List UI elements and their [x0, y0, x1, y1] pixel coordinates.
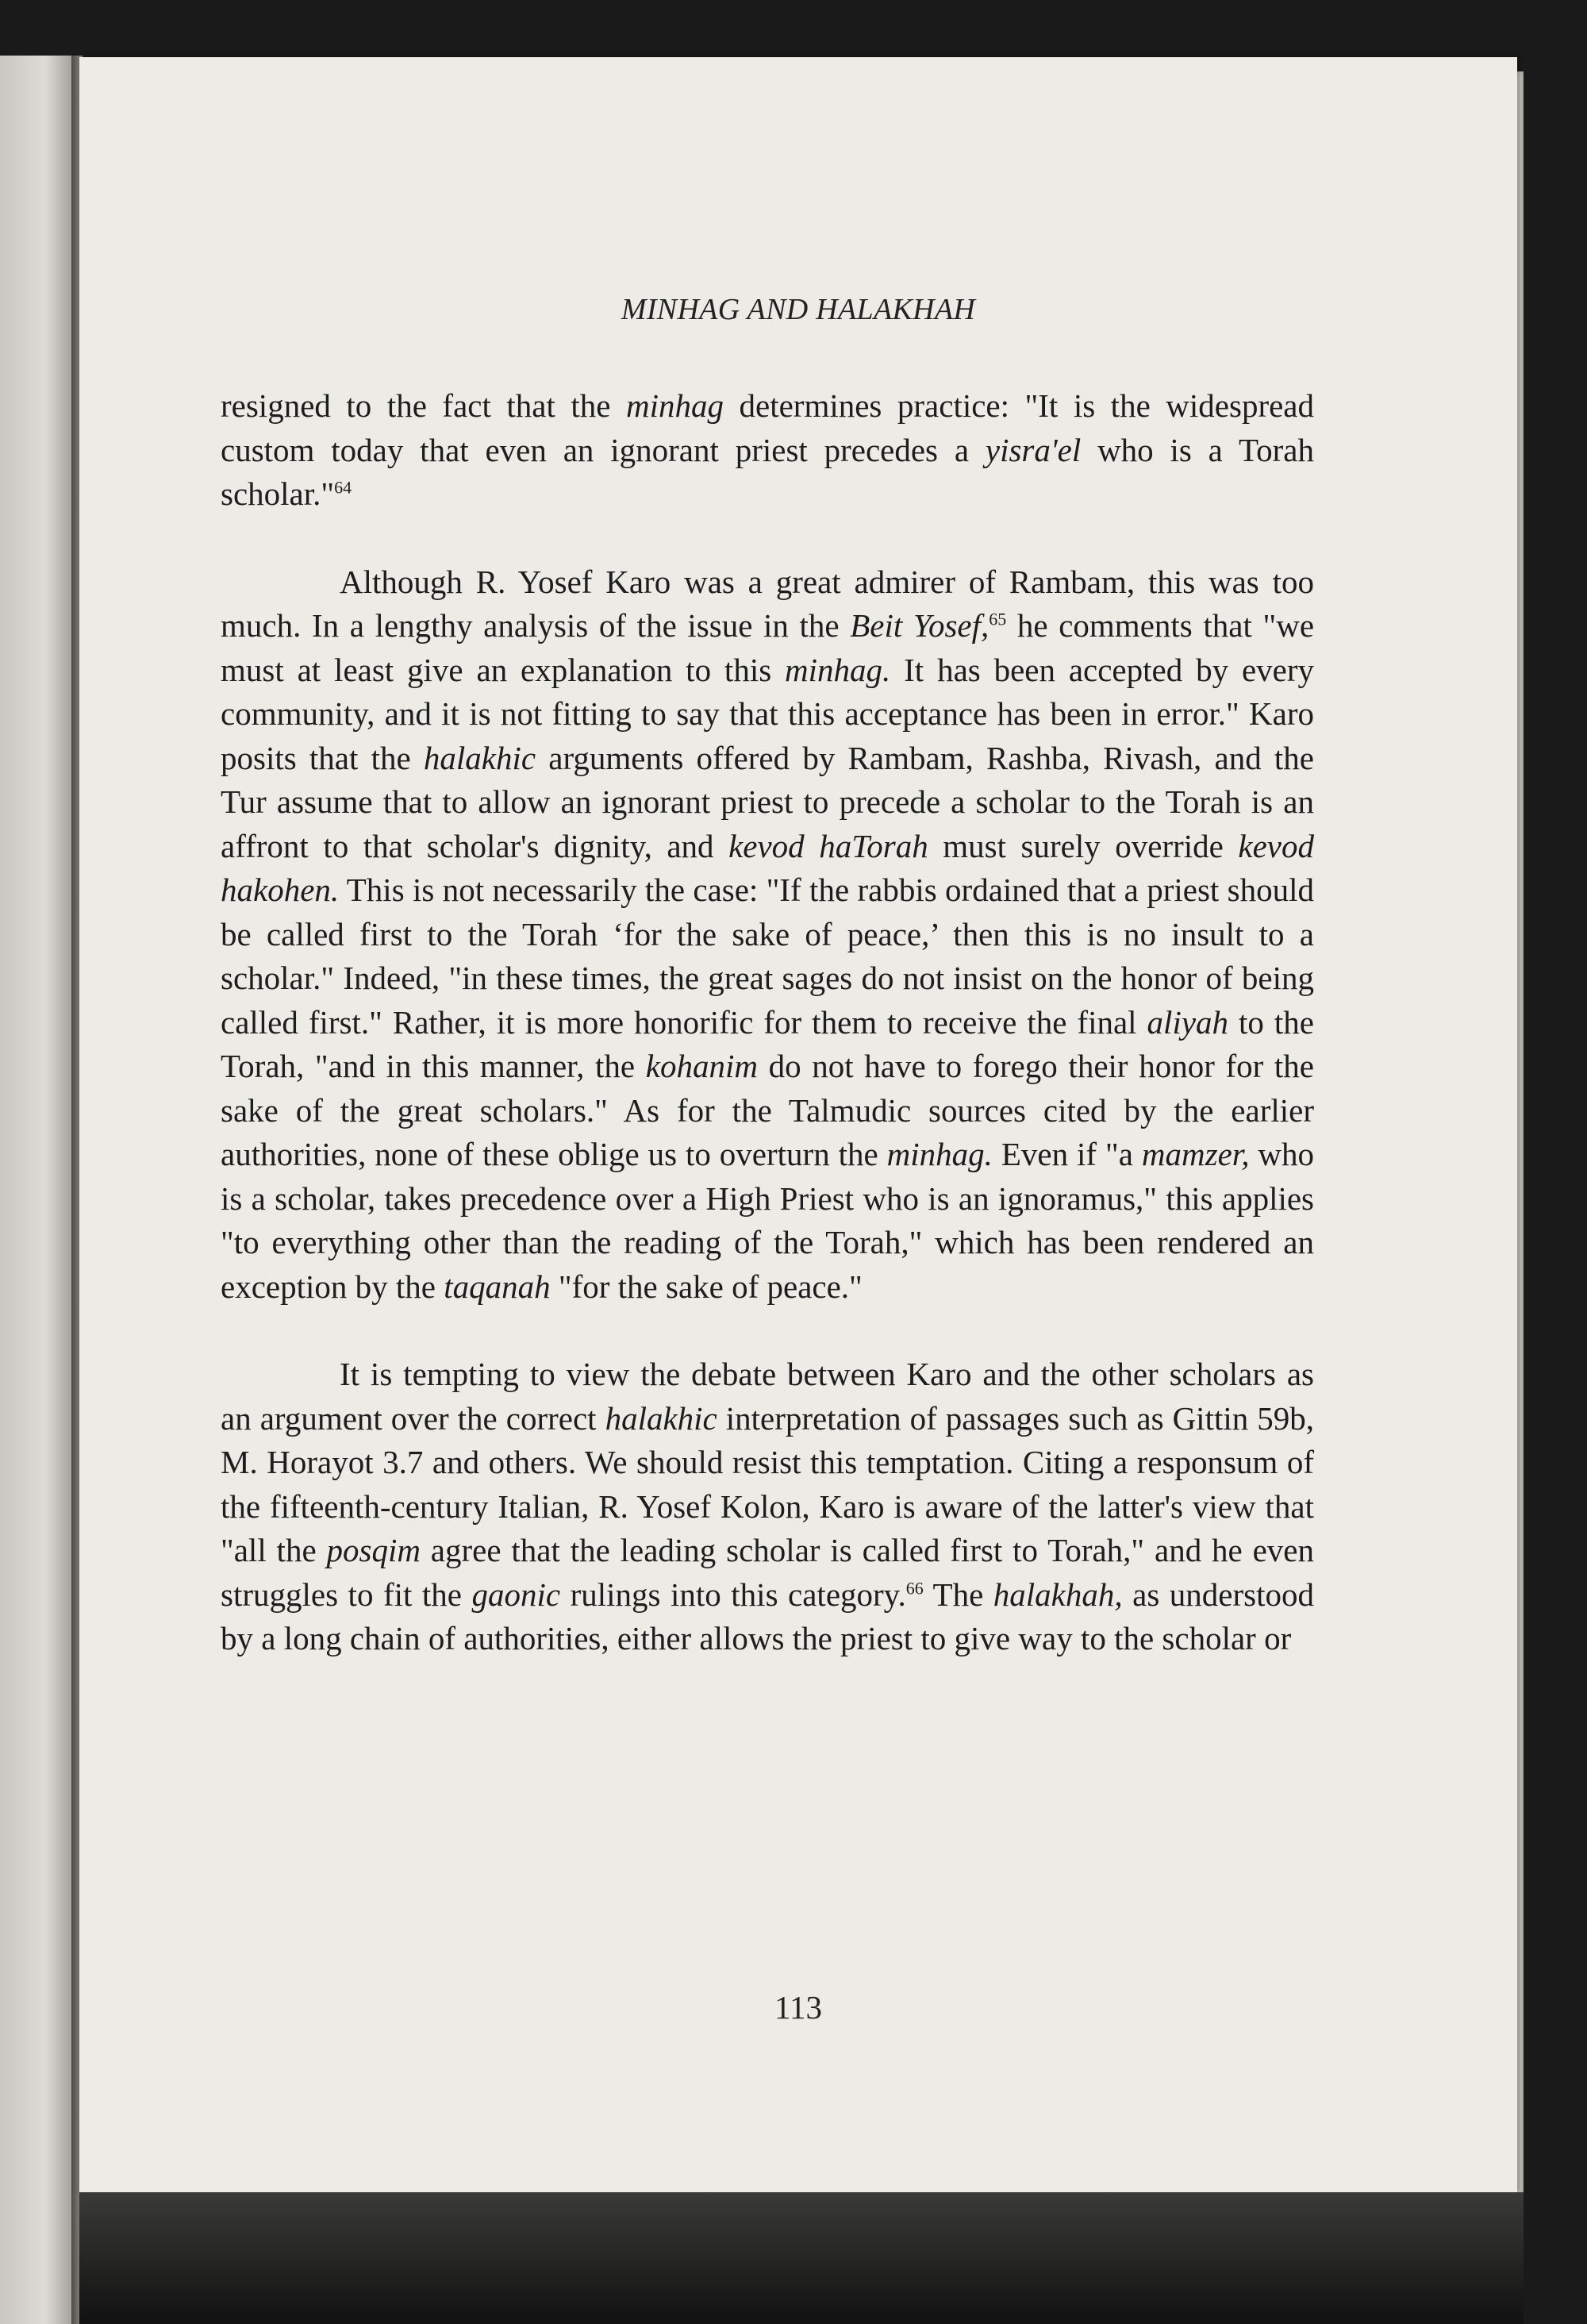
facing-page-edge	[0, 56, 75, 2324]
italic-term: minhag.	[886, 1136, 993, 1172]
italic-term: halakhic	[605, 1399, 717, 1437]
page-number: 113	[774, 1989, 822, 2026]
text-run: to the Torah, "and in this manner, the	[221, 1003, 1314, 1084]
table-surface	[79, 2192, 1524, 2324]
italic-term: kevod hakohen.	[221, 827, 1314, 908]
text-run: The	[923, 1576, 993, 1613]
text-run: must surely override	[928, 827, 1239, 864]
italic-term: kevod haTorah	[728, 827, 928, 864]
text-run: This is not necessarily the case: "If the rabbis ordained that a priest should be called first to the Torah ‘for the sake of peace,’ then this is no insult to a scholar." Indeed, "in these times, the great sages do not insist on the honor of being called first." Rather, it is more honorific for them to receive the final	[221, 872, 1314, 1041]
text-run: "for the sake of peace."	[550, 1268, 863, 1305]
italic-term: halakhic	[423, 739, 536, 776]
italic-term: halakhah,	[993, 1576, 1123, 1613]
text-run: who is a Torah scholar."	[221, 431, 1314, 512]
paragraph	[221, 1352, 1314, 1661]
italic-term: taqanah	[444, 1268, 551, 1305]
text-run: resigned to the fact that the	[221, 387, 626, 424]
footnote-ref: 64	[334, 477, 352, 498]
italic-term: gaonic	[471, 1576, 561, 1613]
text-run: Even if "a	[992, 1136, 1142, 1172]
text-run: agree that the leading scholar is called first to Torah," and he even struggles to fit the	[221, 1532, 1314, 1613]
body-text	[221, 384, 1314, 1661]
text-run: do not have to forego their honor for the sake of the great scholars." As for the Talmudic sources cited by the earlier authorities, none of these oblige us to overturn the	[221, 1048, 1314, 1172]
paragraph	[221, 384, 1314, 517]
text-run: rulings into this category.	[560, 1576, 906, 1613]
italic-term: minhag.	[785, 651, 891, 688]
text-run: he comments that "we must at least give an explanation to this	[221, 607, 1315, 688]
paragraph	[221, 560, 1314, 1310]
text-run: arguments offered by Rambam, Rashba, Rivash, and the Tur assume that to allow an ignorant priest to precede a scholar to the Torah is an affront to that scholar's dignity, and	[221, 739, 1314, 864]
italic-term: Beit Yosef,	[850, 607, 989, 644]
footnote-ref: 65	[989, 609, 1007, 629]
italic-term: posqim	[326, 1532, 421, 1568]
italic-term: kohanim	[645, 1048, 758, 1084]
italic-term: aliyah	[1147, 1003, 1229, 1041]
running-head: MINHAG AND HALAKHAH	[621, 293, 976, 326]
text-run: determines practice: "It is the widespread custom today that even an ignorant priest precedes a	[221, 387, 1314, 468]
text-run: as understood by a long chain of authorities, either allows the priest to give way to the scholar or	[221, 1576, 1314, 1656]
text-run: It has been accepted by every community, and it is not fitting to say that this acceptance has been in error." Karo posits that the	[221, 651, 1314, 776]
text-run: It is tempting to view the debate between Karo and the other scholars as an argument over the correct	[221, 1356, 1314, 1437]
text-run: who is a scholar, takes precedence over a High Priest who is an ignoramus," this applies "to everything other than the reading of the Torah," which has been rendered an exception by the	[221, 1136, 1314, 1305]
text-run: interpretation of passages such as Gittin 59b, M. Horayot 3.7 and others. We should resist this temptation. Citing a responsum of the fifteenth-century Italian, R. Yosef Kolon, Karo is aware of the latter's view that "all the	[221, 1399, 1314, 1568]
italic-term: mamzer,	[1141, 1136, 1250, 1172]
italic-term: yisra'el	[985, 431, 1082, 468]
footnote-ref: 66	[905, 1577, 924, 1598]
italic-term: minhag	[625, 387, 724, 424]
text-run: Although R. Yosef Karo was a great admirer of Rambam, this was too much. In a lengthy analysis of the issue in the	[221, 563, 1314, 644]
